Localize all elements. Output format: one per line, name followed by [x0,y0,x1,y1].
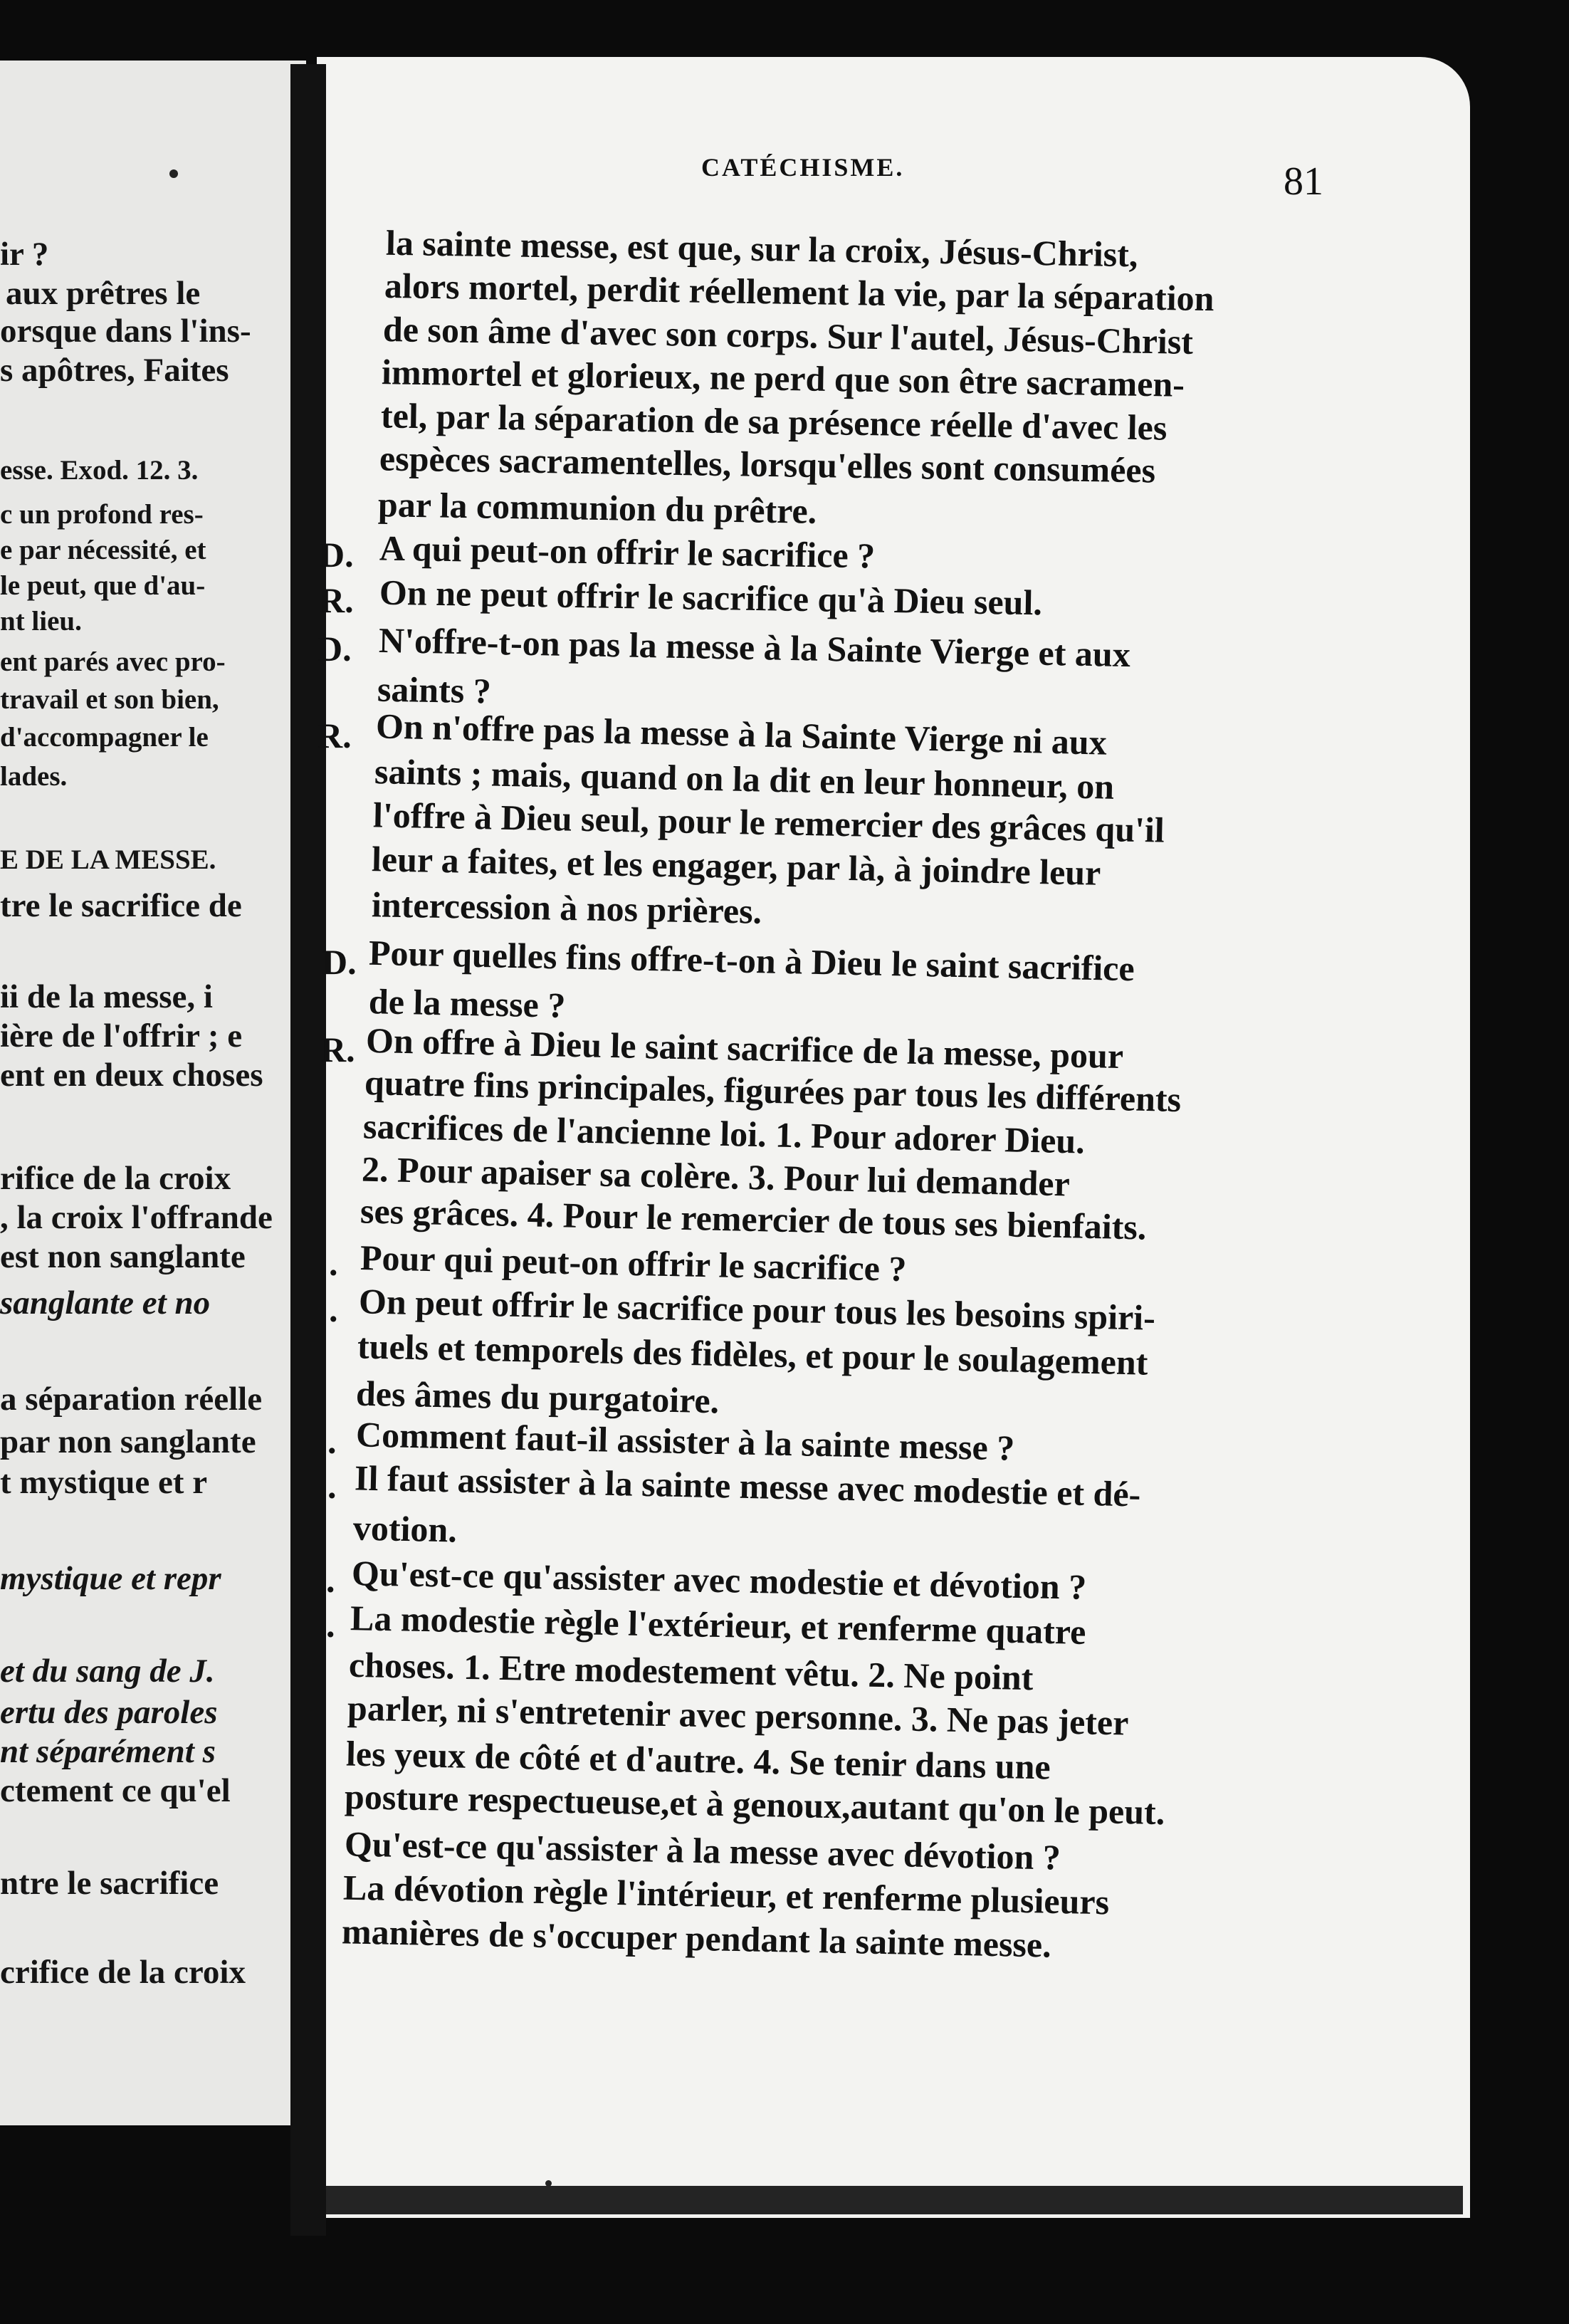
text-line: de son âme d'avec son corps. Sur l'autel, Jésus-Christ [382,309,1194,362]
left-text-line: a séparation réelle [0,1381,263,1418]
left-text-line: ent parés avec pro- [0,647,226,677]
text-line: manières de s'occuper pendant la sainte messe. [341,1911,1052,1965]
left-text-line: nt lieu. [0,606,82,637]
left-text-line: d'accompagner le [0,722,209,753]
left-text-line: t mystique et r [0,1464,208,1501]
left-text-line: ii de la messe, i [0,978,213,1015]
question-marker: . [327,1421,337,1461]
left-text-line: ière de l'offrir ; e [0,1017,243,1054]
text-line: parler, ni s'entretenir avec personne. 3. Ne pas jeter [347,1687,1129,1743]
text-line: tel, par la séparation de sa présence réelle d'avec les [380,395,1167,448]
left-text-line: ertu des paroles [0,1694,218,1731]
answer-marker: . [327,1466,337,1506]
text-line: de la messe ? [368,981,566,1025]
answer-marker: R. [320,1030,355,1069]
text-line: La dévotion règle l'intérieur, et renferme plusieurs [342,1867,1110,1922]
text-line: ses grâces. 4. Pour le remercier de tous ses bienfaits. [360,1190,1147,1247]
left-text-line: le peut, que d'au- [0,570,206,601]
text-line: posture respectueuse,et à genoux,autant qu'on le peut. [344,1776,1165,1833]
left-text-line: par non sanglante [0,1423,256,1460]
ink-speck [545,2180,552,2187]
book-spine [290,64,326,2236]
page-edge-shadow [324,2186,1463,2214]
question-marker: . [329,1243,338,1283]
left-text-line: travail et son bien, [0,684,219,715]
left-text-line: c un profond res- [0,499,204,530]
text-line: votion. [352,1507,458,1550]
left-text-line: et du sang de J. [0,1653,215,1690]
text-line: On peut offrir le sacrifice pour tous les besoins spiri- [358,1281,1156,1338]
left-text-line: ntre le sacrifice [0,1865,219,1902]
previous-page [0,61,306,2125]
left-text-line: esse. Exod. 12. 3. [0,455,199,486]
text-line: Pour qui peut-on offrir le sacrifice ? [360,1237,907,1289]
answer-marker: R. [319,580,354,620]
left-text-line: orsque dans l'ins- [0,313,251,350]
left-text-line: nt séparément s [0,1733,216,1770]
left-text-line: e par nécessité, et [0,535,206,565]
text-line: A qui peut-on offrir le sacrifice ? [379,528,876,576]
text-line: saints ? [377,669,492,711]
text-line: N'offre-t-on pas la messe à la Sainte Vierge et aux [378,619,1131,675]
question-marker: D. [322,942,357,982]
left-text-line: aux prêtres le [6,275,201,312]
text-line: Pour quelles fins offre-t-on à Dieu le saint sacrifice [368,932,1135,989]
text-line: les yeux de côté et d'autre. 4. Se tenir dans une [345,1733,1051,1787]
text-line: On offre à Dieu le saint sacrifice de la messe, pour [365,1020,1124,1077]
left-text-line: E DE LA MESSE. [0,844,216,875]
text-line: On ne peut offrir le sacrifice qu'à Dieu seul. [379,572,1043,623]
left-text-line: ir ? [0,236,49,273]
question-marker: . [326,1560,335,1600]
left-text-line: mystique et repr [0,1560,221,1597]
text-line: Comment faut-il assister à la sainte messe ? [355,1414,1015,1468]
text-line: des âmes du purgatoire. [355,1373,720,1421]
left-text-line: rifice de la croix [0,1160,231,1197]
page-number: 81 [1284,159,1323,204]
text-line: la sainte messe, est que, sur la croix, Jésus-Christ, [385,222,1138,275]
answer-marker: . [329,1289,338,1329]
left-text-line: ctement ce qu'el [0,1772,231,1809]
text-line: choses. 1. Etre modestement vêtu. 2. Ne point [348,1644,1034,1698]
left-text-line: lades. [0,761,68,792]
answer-marker: R. [317,716,352,755]
question-marker: D. [317,629,352,669]
text-line: alors mortel, perdit réellement la vie, par la séparation [384,265,1214,319]
question-marker: D. [319,535,354,575]
running-head: CATÉCHISME. [701,153,905,182]
text-line: sacrifices de l'ancienne loi. 1. Pour adorer Dieu. [362,1106,1086,1161]
left-text-line: ent en deux choses [0,1057,263,1094]
answer-marker: . [326,1605,335,1645]
text-line: Qu'est-ce qu'assister à la messe avec dévotion ? [344,1823,1061,1878]
text-line: saints ; mais, quand on la dit en leur honneur, on [374,751,1115,807]
text-line: quatre fins principales, figurées par tous les différents [364,1062,1182,1120]
ink-speck [169,169,178,178]
text-line: tuels et temporels des fidèles, et pour le soulagement [357,1326,1148,1383]
left-text-line: , la croix l'offrande [0,1199,273,1236]
text-line: On n'offre pas la messe à la Sainte Vierge ni aux [375,706,1108,763]
text-line: immortel et glorieux, ne perd que son être sacramen- [381,352,1185,404]
text-line: espèces sacramentelles, lorsqu'elles sont consumées [379,438,1156,491]
text-line: par la communion du prêtre. [377,484,817,531]
left-text-line: s apôtres, Faites [0,352,229,389]
text-line: l'offre à Dieu seul, pour le remercier des grâces qu'il [372,795,1165,850]
left-text-line: sanglante et no [0,1284,211,1321]
text-line: 2. Pour apaiser sa colère. 3. Pour lui demander [361,1148,1071,1204]
left-text-line: est non sanglante [0,1238,246,1275]
text-line: Il faut assister à la sainte messe avec modestie et dé- [354,1457,1141,1514]
text-line: leur a faites, et les engager, par là, à joindre leur [371,839,1101,893]
text-line: intercession à nos prières. [371,884,762,931]
text-line: La modestie règle l'extérieur, et renferme quatre [350,1598,1086,1652]
left-text-line: crifice de la croix [0,1954,246,1991]
text-line: Qu'est-ce qu'assister avec modestie et dévotion ? [351,1553,1087,1607]
left-text-line: tre le sacrifice de [0,887,242,924]
